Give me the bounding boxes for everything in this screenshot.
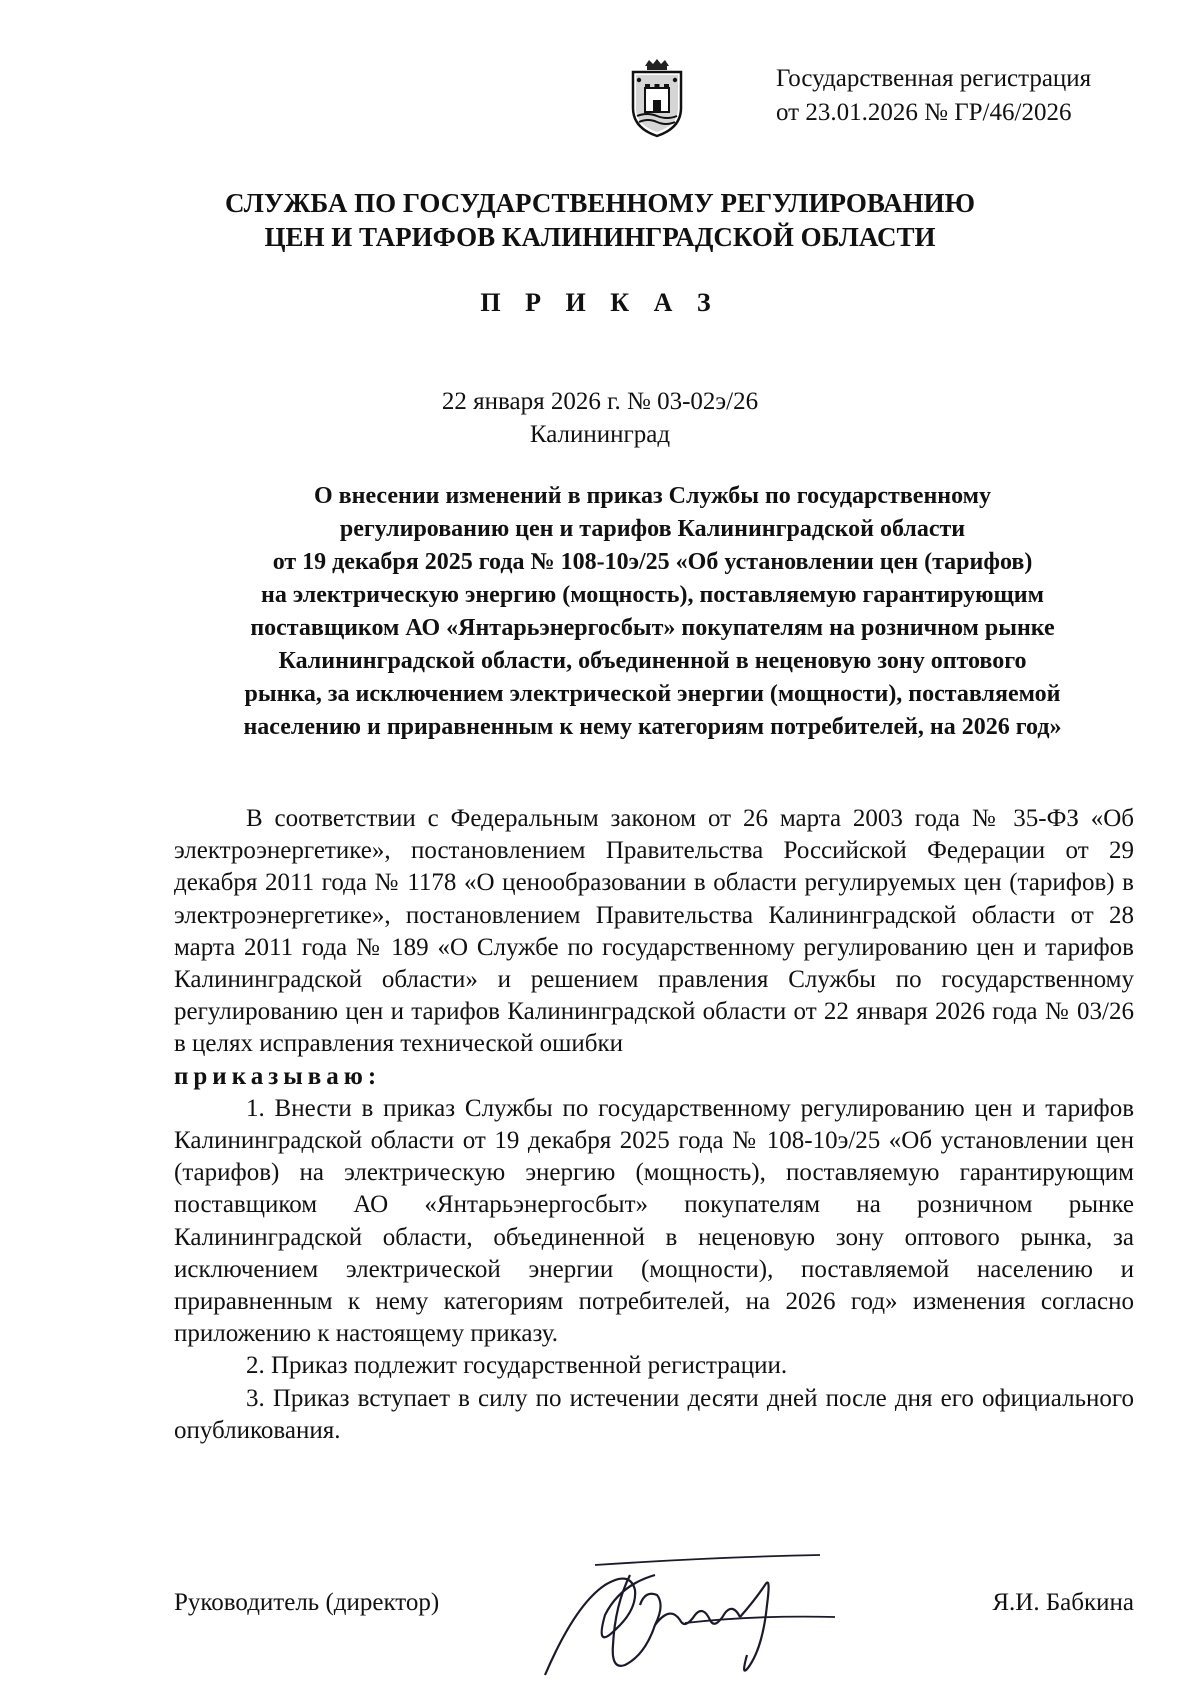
title-line: населению и приравненным к нему категориям потребителей, на 2026 год» [243,714,1062,740]
order-verb: приказываю: [174,1062,382,1090]
title-line: Калининградской области, объединенной в неценовую зону оптового [278,648,1027,674]
title-line: О внесении изменений в приказ Службы по государственному [313,483,991,509]
document-type: П Р И К А З [480,288,720,317]
organization-line-2: ЦЕН И ТАРИФОВ КАЛИНИНГРАДСКОЙ ОБЛАСТИ [264,222,936,252]
signature-block [174,1589,1134,1625]
order-title [165,480,1140,744]
signatory-position: Руководитель (директор) [174,1589,440,1616]
registration-line-1: Государственная регистрация [776,65,1092,92]
order-city: Калининград [529,421,671,448]
title-line: поставщиком АО «Янтарьэнергосбыт» покупателям на розничном рынке [250,615,1055,641]
order-body [174,803,1134,1447]
registration-stamp [776,62,1156,130]
organization-line-1: СЛУЖБА ПО ГОСУДАРСТВЕННОМУ РЕГУЛИРОВАНИЮ [224,188,976,218]
preamble-paragraph: В соответствии с Федеральным законом от 26 марта 2003 года № 35-ФЗ «Об электроэнергетике», постановлением Правительства Российской Федерации от 29 декабря 2011 года № 1178 «О ценообразовании в области регулируемых цен (тарифов) в электроэнергетике», постановлением Правительства Калининградской области от 28 марта 2011 года № 189 «О Службе по государственному регулированию цен и тарифов Калининградской области» и решением правления Службы по государственному регулированию цен и тарифов Калининградской области от 22 января 2026 года № 03/26 в целях исправления технической ошибки [174,805,1134,1058]
title-line: на электрическую энергию (мощность), поставляемую гарантирующим [261,582,1044,608]
order-item-3: 3. Приказ вступает в силу по истечении десяти дней после дня его официального опубликования. [174,1384,1134,1444]
coat-of-arms-icon [627,58,687,138]
title-line: рынка, за исключением электрической энергии (мощности), поставляемой [244,681,1061,707]
title-line: регулированию цен и тарифов Калининградской области [339,516,966,542]
title-line: от 19 декабря 2025 года № 108-10э/25 «Об установлении цен (тарифов) [272,549,1033,575]
organization-name [0,186,1200,254]
date-and-number [0,385,1200,451]
signatory-name: Я.И. Бабкина [992,1589,1134,1616]
registration-line-2: от 23.01.2026 № ГР/46/2026 [776,99,1072,126]
order-item-2: 2. Приказ подлежит государственной регистрации. [246,1352,788,1380]
order-date-number: 22 января 2026 г. № 03-02э/26 [441,388,759,415]
order-item-1: 1. Внести в приказ Службы по государственному регулированию цен и тарифов Калининградской области от 19 декабря 2025 года № 108-10э/25 «Об установлении цен (тарифов) на электрическую энергию (мощность), поставляемую гарантирующим поставщиком АО «Янтарьэнергосбыт» покупателям на розничном рынке Калининградской области, объединенной в неценовую зону оптового рынка, за исключением электрической энергии (мощности), поставляемой населению и приравненным к нему категориям потребителей, на 2026 год» изменения согласно приложению к настоящему приказу. [174,1094,1134,1348]
